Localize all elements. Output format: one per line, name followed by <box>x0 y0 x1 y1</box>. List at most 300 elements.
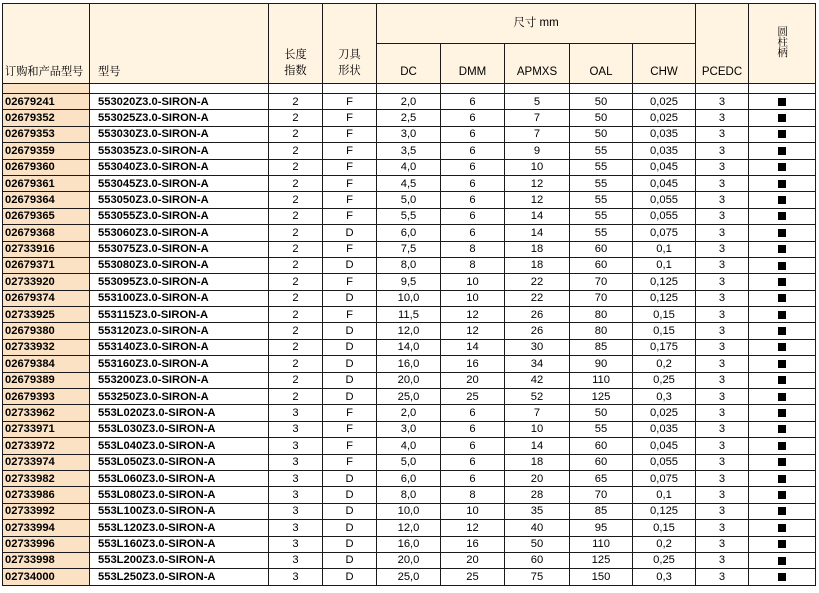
cell-oal: 85 <box>570 503 633 519</box>
spacer-cell <box>696 84 749 94</box>
cell-length-index: 2 <box>269 110 323 126</box>
spacer-cell <box>269 84 323 94</box>
cell-dc: 5,5 <box>377 208 441 224</box>
table-row <box>3 175 816 191</box>
cell-dmm: 6 <box>441 159 505 175</box>
cell-pcedc: 3 <box>696 389 749 405</box>
header-order-number-label: 订购和产品型号 <box>5 65 84 78</box>
cell-chw: 0,025 <box>633 405 696 421</box>
cell-tool-shape: D <box>323 257 377 273</box>
cell-shank <box>749 241 816 257</box>
cell-tool-shape: F <box>323 208 377 224</box>
cell-pcedc: 3 <box>696 372 749 388</box>
cell-apmxs: 7 <box>505 126 570 142</box>
cell-length-index: 2 <box>269 94 323 110</box>
cell-oal: 80 <box>570 323 633 339</box>
cell-length-index: 3 <box>269 569 323 585</box>
cell-order-number: 02679384 <box>3 356 90 372</box>
table-row <box>3 307 816 323</box>
cell-length-index: 2 <box>269 307 323 323</box>
cell-chw: 0,125 <box>633 290 696 306</box>
table-row <box>3 241 816 257</box>
cell-length-index: 2 <box>269 323 323 339</box>
cell-dc: 25,0 <box>377 569 441 585</box>
filled-square-icon <box>778 130 786 138</box>
cell-apmxs: 18 <box>505 257 570 273</box>
cell-dmm: 6 <box>441 421 505 437</box>
cell-length-index: 2 <box>269 389 323 405</box>
cell-model: 553025Z3.0-SIRON-A <box>90 110 269 126</box>
cell-tool-shape: D <box>323 503 377 519</box>
cell-dc: 8,0 <box>377 257 441 273</box>
cell-chw: 0,045 <box>633 175 696 191</box>
header-order-number <box>3 4 90 84</box>
spacer-cell <box>90 84 269 94</box>
cell-pcedc: 3 <box>696 520 749 536</box>
cell-shank <box>749 110 816 126</box>
spacer-cell <box>570 84 633 94</box>
cell-dc: 20,0 <box>377 372 441 388</box>
cell-tool-shape: D <box>323 290 377 306</box>
cell-apmxs: 12 <box>505 175 570 191</box>
header-length-index-line2: 指数 <box>284 65 307 77</box>
cell-dmm: 20 <box>441 372 505 388</box>
cell-dc: 4,0 <box>377 438 441 454</box>
cell-chw: 0,1 <box>633 257 696 273</box>
cell-model: 553L030Z3.0-SIRON-A <box>90 421 269 437</box>
cell-dmm: 16 <box>441 356 505 372</box>
cell-dmm: 6 <box>441 192 505 208</box>
cell-dmm: 12 <box>441 323 505 339</box>
filled-square-icon <box>778 475 786 483</box>
cell-pcedc: 3 <box>696 307 749 323</box>
cell-length-index: 2 <box>269 257 323 273</box>
product-table <box>2 3 816 586</box>
cell-model: 553250Z3.0-SIRON-A <box>90 389 269 405</box>
cell-model: 553095Z3.0-SIRON-A <box>90 274 269 290</box>
cell-oal: 50 <box>570 110 633 126</box>
table-row <box>3 470 816 486</box>
cell-dmm: 6 <box>441 175 505 191</box>
table-row <box>3 536 816 552</box>
header-oal <box>570 44 633 84</box>
table-row <box>3 94 816 110</box>
cell-chw: 0,035 <box>633 143 696 159</box>
cell-model: 553L050Z3.0-SIRON-A <box>90 454 269 470</box>
cell-dc: 16,0 <box>377 536 441 552</box>
cell-dc: 2,5 <box>377 110 441 126</box>
cell-pcedc: 3 <box>696 536 749 552</box>
cell-apmxs: 30 <box>505 339 570 355</box>
cell-length-index: 3 <box>269 487 323 503</box>
cell-shank <box>749 208 816 224</box>
table-row <box>3 290 816 306</box>
cell-pcedc: 3 <box>696 175 749 191</box>
header-dmm <box>441 44 505 84</box>
cell-oal: 55 <box>570 225 633 241</box>
cell-length-index: 2 <box>269 274 323 290</box>
cell-apmxs: 14 <box>505 225 570 241</box>
cell-dmm: 6 <box>441 405 505 421</box>
cell-apmxs: 7 <box>505 405 570 421</box>
cell-dmm: 8 <box>441 487 505 503</box>
cell-length-index: 3 <box>269 454 323 470</box>
cell-model: 553115Z3.0-SIRON-A <box>90 307 269 323</box>
filled-square-icon <box>778 573 786 581</box>
cell-model: 553040Z3.0-SIRON-A <box>90 159 269 175</box>
filled-square-icon <box>778 147 786 155</box>
spacer-cell <box>633 84 696 94</box>
cell-apmxs: 35 <box>505 503 570 519</box>
table-row <box>3 421 816 437</box>
cell-dmm: 10 <box>441 290 505 306</box>
cell-tool-shape: D <box>323 552 377 568</box>
cell-apmxs: 52 <box>505 389 570 405</box>
cell-dc: 6,0 <box>377 225 441 241</box>
table-body <box>3 94 816 586</box>
cell-chw: 0,125 <box>633 274 696 290</box>
filled-square-icon <box>778 409 786 417</box>
cell-model: 553200Z3.0-SIRON-A <box>90 372 269 388</box>
cell-dmm: 10 <box>441 503 505 519</box>
cell-apmxs: 26 <box>505 307 570 323</box>
header-length-index-line1: 长度 <box>284 49 307 61</box>
cell-length-index: 3 <box>269 405 323 421</box>
header-chw <box>633 44 696 84</box>
cell-dc: 5,0 <box>377 192 441 208</box>
header-tool-shape <box>323 4 377 84</box>
filled-square-icon <box>778 278 786 286</box>
cell-length-index: 2 <box>269 356 323 372</box>
cell-tool-shape: F <box>323 307 377 323</box>
cell-tool-shape: F <box>323 438 377 454</box>
cell-model: 553080Z3.0-SIRON-A <box>90 257 269 273</box>
cell-chw: 0,035 <box>633 421 696 437</box>
cell-dc: 11,5 <box>377 307 441 323</box>
filled-square-icon <box>778 229 786 237</box>
cell-length-index: 3 <box>269 438 323 454</box>
cell-dmm: 6 <box>441 454 505 470</box>
header-pcedc <box>696 4 749 84</box>
cell-tool-shape: D <box>323 536 377 552</box>
cell-tool-shape: F <box>323 126 377 142</box>
cell-shank <box>749 126 816 142</box>
cell-model: 553035Z3.0-SIRON-A <box>90 143 269 159</box>
cell-oal: 60 <box>570 241 633 257</box>
cell-dc: 4,5 <box>377 175 441 191</box>
table-row <box>3 208 816 224</box>
cell-dc: 3,0 <box>377 421 441 437</box>
cell-dmm: 25 <box>441 569 505 585</box>
product-table-container <box>2 3 816 586</box>
cell-dmm: 6 <box>441 94 505 110</box>
header-model-label: 型号 <box>98 65 121 78</box>
cell-length-index: 2 <box>269 339 323 355</box>
cell-order-number: 02733920 <box>3 274 90 290</box>
table-row <box>3 356 816 372</box>
cell-pcedc: 3 <box>696 421 749 437</box>
cell-dmm: 25 <box>441 389 505 405</box>
cell-pcedc: 3 <box>696 110 749 126</box>
cell-model: 553L250Z3.0-SIRON-A <box>90 569 269 585</box>
table-row <box>3 323 816 339</box>
cell-oal: 70 <box>570 290 633 306</box>
cell-model: 553L200Z3.0-SIRON-A <box>90 552 269 568</box>
cell-dc: 5,0 <box>377 454 441 470</box>
cell-apmxs: 50 <box>505 536 570 552</box>
cell-apmxs: 20 <box>505 470 570 486</box>
filled-square-icon <box>778 98 786 106</box>
cell-dc: 9,5 <box>377 274 441 290</box>
cell-length-index: 2 <box>269 143 323 159</box>
cell-dc: 14,0 <box>377 339 441 355</box>
cell-chw: 0,3 <box>633 389 696 405</box>
filled-square-icon <box>778 507 786 515</box>
cell-oal: 95 <box>570 520 633 536</box>
table-row <box>3 110 816 126</box>
cell-pcedc: 3 <box>696 126 749 142</box>
header-shank <box>749 4 816 84</box>
cell-pcedc: 3 <box>696 569 749 585</box>
cell-pcedc: 3 <box>696 274 749 290</box>
cell-order-number: 02679353 <box>3 126 90 142</box>
cell-dc: 3,0 <box>377 126 441 142</box>
header-model <box>90 4 269 84</box>
cell-chw: 0,055 <box>633 192 696 208</box>
filled-square-icon <box>778 524 786 532</box>
cell-dc: 4,0 <box>377 159 441 175</box>
cell-pcedc: 3 <box>696 257 749 273</box>
cell-shank <box>749 487 816 503</box>
cell-model: 553060Z3.0-SIRON-A <box>90 225 269 241</box>
cell-order-number: 02679364 <box>3 192 90 208</box>
cell-order-number: 02733972 <box>3 438 90 454</box>
cell-chw: 0,055 <box>633 208 696 224</box>
cell-apmxs: 9 <box>505 143 570 159</box>
header-oal-label: OAL <box>589 65 613 78</box>
cell-length-index: 2 <box>269 126 323 142</box>
cell-oal: 60 <box>570 454 633 470</box>
cell-shank <box>749 552 816 568</box>
filled-square-icon <box>778 360 786 368</box>
cell-chw: 0,2 <box>633 536 696 552</box>
cell-chw: 0,15 <box>633 323 696 339</box>
cell-tool-shape: D <box>323 356 377 372</box>
cell-model: 553075Z3.0-SIRON-A <box>90 241 269 257</box>
cell-order-number: 02679361 <box>3 175 90 191</box>
cell-length-index: 2 <box>269 372 323 388</box>
cell-pcedc: 3 <box>696 323 749 339</box>
cell-shank <box>749 225 816 241</box>
cell-chw: 0,045 <box>633 159 696 175</box>
cell-shank <box>749 143 816 159</box>
cell-oal: 90 <box>570 356 633 372</box>
cell-shank <box>749 536 816 552</box>
cell-length-index: 2 <box>269 175 323 191</box>
cell-tool-shape: F <box>323 421 377 437</box>
cell-dmm: 12 <box>441 520 505 536</box>
cell-oal: 125 <box>570 389 633 405</box>
cell-apmxs: 14 <box>505 438 570 454</box>
header-apmxs <box>505 44 570 84</box>
cell-pcedc: 3 <box>696 454 749 470</box>
cell-apmxs: 60 <box>505 552 570 568</box>
cell-length-index: 2 <box>269 159 323 175</box>
cell-shank <box>749 307 816 323</box>
cell-order-number: 02733992 <box>3 503 90 519</box>
cell-order-number: 02679352 <box>3 110 90 126</box>
cell-dc: 8,0 <box>377 487 441 503</box>
cell-tool-shape: F <box>323 454 377 470</box>
table-row <box>3 159 816 175</box>
cell-chw: 0,1 <box>633 241 696 257</box>
cell-shank <box>749 257 816 273</box>
cell-oal: 70 <box>570 274 633 290</box>
cell-apmxs: 7 <box>505 110 570 126</box>
cell-pcedc: 3 <box>696 241 749 257</box>
cell-order-number: 02733916 <box>3 241 90 257</box>
cell-apmxs: 42 <box>505 372 570 388</box>
cell-dmm: 12 <box>441 307 505 323</box>
cell-tool-shape: D <box>323 389 377 405</box>
cell-shank <box>749 192 816 208</box>
cell-pcedc: 3 <box>696 159 749 175</box>
cell-length-index: 3 <box>269 421 323 437</box>
cell-oal: 65 <box>570 470 633 486</box>
cell-apmxs: 26 <box>505 323 570 339</box>
cell-dmm: 10 <box>441 274 505 290</box>
filled-square-icon <box>778 442 786 450</box>
cell-length-index: 2 <box>269 192 323 208</box>
table-row <box>3 569 816 585</box>
cell-order-number: 02679241 <box>3 94 90 110</box>
cell-chw: 0,045 <box>633 438 696 454</box>
cell-chw: 0,075 <box>633 470 696 486</box>
cell-order-number: 02679389 <box>3 372 90 388</box>
cell-shank <box>749 159 816 175</box>
cell-order-number: 02679393 <box>3 389 90 405</box>
cell-pcedc: 3 <box>696 208 749 224</box>
cell-shank <box>749 421 816 437</box>
cell-tool-shape: F <box>323 241 377 257</box>
cell-order-number: 02733932 <box>3 339 90 355</box>
cell-order-number: 02733998 <box>3 552 90 568</box>
cell-oal: 110 <box>570 536 633 552</box>
table-row <box>3 487 816 503</box>
cell-chw: 0,25 <box>633 372 696 388</box>
cell-order-number: 02679368 <box>3 225 90 241</box>
cell-oal: 150 <box>570 569 633 585</box>
header-shank-label: 圆柱柄 <box>776 25 789 58</box>
cell-length-index: 3 <box>269 503 323 519</box>
cell-dmm: 6 <box>441 208 505 224</box>
table-row <box>3 454 816 470</box>
cell-apmxs: 5 <box>505 94 570 110</box>
cell-dc: 2,0 <box>377 405 441 421</box>
filled-square-icon <box>778 245 786 253</box>
cell-shank <box>749 356 816 372</box>
filled-square-icon <box>778 294 786 302</box>
cell-oal: 110 <box>570 372 633 388</box>
cell-shank <box>749 339 816 355</box>
cell-dmm: 6 <box>441 110 505 126</box>
cell-pcedc: 3 <box>696 143 749 159</box>
cell-order-number: 02733986 <box>3 487 90 503</box>
cell-oal: 80 <box>570 307 633 323</box>
cell-model: 553L020Z3.0-SIRON-A <box>90 405 269 421</box>
spacer-cell <box>3 84 90 94</box>
cell-shank <box>749 94 816 110</box>
cell-oal: 55 <box>570 143 633 159</box>
cell-pcedc: 3 <box>696 438 749 454</box>
cell-apmxs: 34 <box>505 356 570 372</box>
cell-shank <box>749 274 816 290</box>
cell-chw: 0,125 <box>633 503 696 519</box>
header-dc-label: DC <box>400 65 417 78</box>
cell-tool-shape: F <box>323 94 377 110</box>
cell-apmxs: 22 <box>505 274 570 290</box>
cell-pcedc: 3 <box>696 405 749 421</box>
cell-length-index: 3 <box>269 470 323 486</box>
cell-chw: 0,035 <box>633 126 696 142</box>
cell-dmm: 8 <box>441 241 505 257</box>
cell-oal: 55 <box>570 175 633 191</box>
cell-dc: 10,0 <box>377 503 441 519</box>
cell-oal: 55 <box>570 208 633 224</box>
cell-model: 553030Z3.0-SIRON-A <box>90 126 269 142</box>
cell-chw: 0,2 <box>633 356 696 372</box>
cell-dc: 16,0 <box>377 356 441 372</box>
cell-dmm: 6 <box>441 126 505 142</box>
cell-pcedc: 3 <box>696 290 749 306</box>
table-row <box>3 257 816 273</box>
cell-tool-shape: F <box>323 192 377 208</box>
cell-chw: 0,25 <box>633 552 696 568</box>
filled-square-icon <box>778 327 786 335</box>
cell-chw: 0,15 <box>633 307 696 323</box>
cell-order-number: 02679371 <box>3 257 90 273</box>
cell-order-number: 02733982 <box>3 470 90 486</box>
cell-dc: 6,0 <box>377 470 441 486</box>
cell-apmxs: 14 <box>505 208 570 224</box>
cell-pcedc: 3 <box>696 487 749 503</box>
cell-shank <box>749 405 816 421</box>
spacer-cell <box>377 84 441 94</box>
header-dmm-label: DMM <box>458 65 487 78</box>
filled-square-icon <box>778 540 786 548</box>
cell-dc: 10,0 <box>377 290 441 306</box>
filled-square-icon <box>778 196 786 204</box>
cell-oal: 55 <box>570 192 633 208</box>
filled-square-icon <box>778 114 786 122</box>
cell-tool-shape: F <box>323 274 377 290</box>
cell-order-number: 02733996 <box>3 536 90 552</box>
cell-oal: 125 <box>570 552 633 568</box>
table-row <box>3 143 816 159</box>
cell-dmm: 20 <box>441 552 505 568</box>
cell-chw: 0,075 <box>633 225 696 241</box>
cell-shank <box>749 389 816 405</box>
cell-model: 553L100Z3.0-SIRON-A <box>90 503 269 519</box>
cell-oal: 70 <box>570 487 633 503</box>
cell-order-number: 02733925 <box>3 307 90 323</box>
cell-shank <box>749 454 816 470</box>
cell-oal: 55 <box>570 421 633 437</box>
header-apmxs-label: APMXS <box>516 65 558 78</box>
cell-tool-shape: D <box>323 569 377 585</box>
cell-shank <box>749 520 816 536</box>
table-row <box>3 503 816 519</box>
